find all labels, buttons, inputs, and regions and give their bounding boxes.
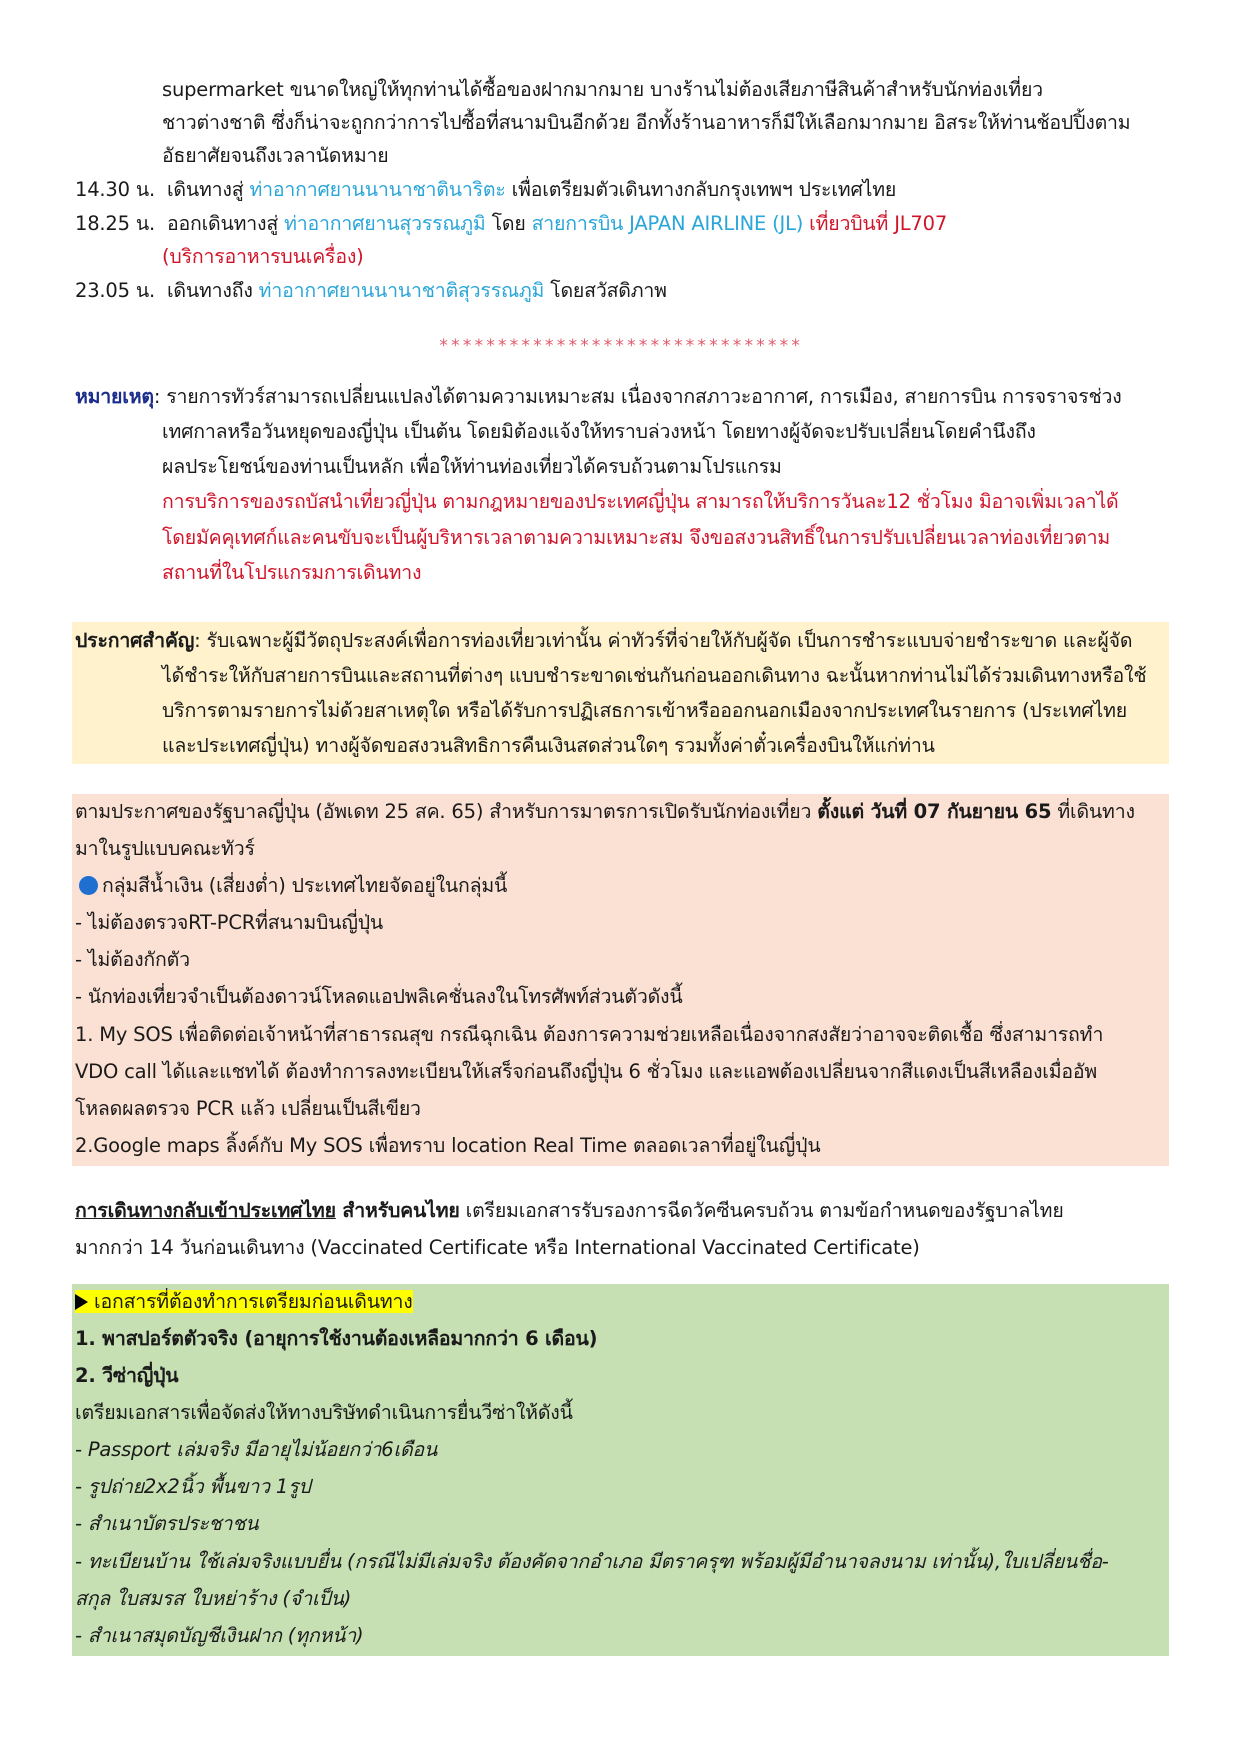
remark-line-2: เทศกาลหรือวันหยุดของญี่ปุ่น เป็นต้น โดยมิต้องแจ้งให้ทราบล่วงหน้า โดยทางผู้จัดจะปรับเปลี่ยนโดยคำนึงถึง [162, 420, 1036, 443]
documents-list-item-6: - สำเนาสมุดบัญชีเงินฝาก (ทุกหน้า) [75, 1624, 364, 1647]
flight-number: เที่ยวบินที่ JL707 [803, 212, 948, 235]
documents-item-passport: 1. พาสปอร์ตตัวจริง (อายุการใช้งานต้องเหลือมากกว่า 6 เดือน) [75, 1327, 598, 1350]
return-thai-line-1 [75, 1199, 1064, 1223]
notice-text: ที่เดินทาง [1051, 800, 1135, 823]
remark-text: : รายการทัวร์สามารถเปลี่ยนแปลงได้ตามความเหมาะสม เนื่องจากสภาวะอากาศ, การเมือง, สายการบิน การจราจรช่วง [153, 385, 1122, 408]
remark-line-3: ผลประโยชน์ของท่านเป็นหลัก เพื่อให้ท่านท่องเที่ยวได้ครบถ้วนตามโปรแกรม [162, 455, 782, 478]
return-thai-label: การเดินทางกลับเข้าประเทศไทย [75, 1199, 336, 1222]
return-thai-line-2: มากกว่า 14 วันก่อนเดินทาง (Vaccinated Certificate หรือ International Vaccinated Certificate) [75, 1236, 920, 1259]
documents-list-item-4: - ทะเบียนบ้าน ใช้เล่มจริงแบบยื่น (กรณีไม่มีเล่มจริง ต้องคัดจากอำเภอ มีตราครุฑ พร้อมผู้มีอำนาจลงนาม เท่านั้น),ใบเปลี่ยนชื่อ- [75, 1550, 1109, 1573]
itinerary-row-3 [75, 279, 667, 303]
blue-circle-icon [79, 876, 98, 895]
japan-notice-line-2: มาในรูปแบบคณะทัวร์ [75, 837, 255, 860]
notice-item-3: - นักท่องเที่ยวจำเป็นต้องดาวน์โหลดแอปพลิเคชั่นลงในโทรศัพท์ส่วนตัวดังนี้ [75, 985, 683, 1008]
announcement-line-4: และประเทศญี่ปุ่น) ทางผู้จัดขอสงวนสิทธิการคืนเงินสดส่วนใดๆ รวมทั้งค่าตั๋วเครื่องบินให้แก่ท่าน [162, 734, 935, 757]
itinerary-intro-line-1: supermarket ขนาดใหญ่ให้ทุกท่านได้ซื้อของฝากมากมาย บางร้านไม่ต้องเสียภาษีสินค้าสำหรับนักท่องเที่ยว [162, 78, 1043, 101]
blue-group-text: กลุ่มสีน้ำเงิน (เสี่ยงต่ำ) ประเทศไทยจัดอยู่ในกลุ่มนี้ [102, 874, 508, 897]
notice-item-4: 1. My SOS เพื่อติดต่อเจ้าหน้าที่สาธารณสุข กรณีฉุกเฉิน ต้องการความช่วยเหลือเนื่องจากสงสัยว่าอาจจะติดเชื้อ ซึ่งสามารถทำ [75, 1023, 1104, 1046]
announcement-label: ประกาศสำคัญ [75, 629, 195, 652]
documents-list-item-2: - รูปถ่าย2x2นิ้ว พื้นขาว 1รูป [75, 1475, 311, 1498]
notice-item-7: 2.Google maps ลิ้งค์กับ My SOS เพื่อทราบ location Real Time ตลอดเวลาที่อยู่ในญี่ปุ่น [75, 1134, 821, 1157]
documents-list-item-5: สกุล ใบสมรส ใบหย่าร้าง (จำเป็น) [75, 1587, 352, 1610]
japan-notice-line-1 [75, 800, 1135, 824]
airport-name: ท่าอากาศยานนานาชาติสุวรรณภูมิ [258, 279, 545, 302]
remark-line-1 [75, 385, 1122, 409]
documents-header-highlight [75, 1290, 413, 1313]
notice-item-2: - ไม่ต้องกักตัว [75, 948, 190, 971]
right-arrow-icon [75, 1294, 88, 1310]
notice-text: ตามประกาศของรัฐบาลญี่ปุ่น (อัพเดท 25 สค. 65) สำหรับการมาตรการเปิดรับนักท่องเที่ยว [75, 800, 818, 823]
row-text: เดินทางสู่ [166, 178, 250, 201]
return-thai-label-b: สำหรับคนไทย [335, 1199, 460, 1222]
notice-item-5: VDO call ได้และแชทได้ ต้องทำการลงทะเบียนให้เสร็จก่อนถึงญี่ปุ่น 6 ชั่วโมง และแอพต้องเปลี่ยนจากสีแดงเป็นสีเหลืองเมื่ออัพ [75, 1060, 1098, 1083]
documents-list-item-3: - สำเนาบัตรประชาชน [75, 1512, 259, 1535]
documents-item-visa: 2. วีซ่าญี่ปุ่น [75, 1364, 179, 1387]
remark-label: หมายเหตุ [75, 385, 154, 408]
notice-item-6: โหลดผลตรวจ PCR แล้ว เปลี่ยนเป็นสีเขียว [75, 1097, 421, 1120]
itinerary-row-1 [75, 178, 896, 202]
time-label: 14.30 น. [75, 178, 155, 201]
itinerary-intro-line-2: ชาวต่างชาติ ซึ่งก็น่าจะถูกกว่าการไปซื้อที่สนามบินอีกด้วย อีกทั้งร้านอาหารก็มีให้เลือกมากมาย อิสระให้ท่านช้อปปิ้งตาม [162, 111, 1131, 134]
announcement-line-3: บริการตามรายการไม่ด้วยสาเหตุใด หรือได้รับการปฏิเสธการเข้าหรือออกนอกเมืองจากประเทศในรายการ (ประเทศไทย [162, 699, 1127, 722]
announcement-text: : รับเฉพาะผู้มีวัตถุประสงค์เพื่อการท่องเที่ยวเท่านั้น ค่าทัวร์ที่จ่ายให้กับผู้จัด เป็นการชำระแบบจ่ายชำระขาด และผู้จัด [194, 629, 1133, 652]
documents-header-text: เอกสารที่ต้องทำการเตรียมก่อนเดินทาง [94, 1290, 413, 1313]
meal-note: (บริการอาหารบนเครื่อง) [162, 245, 364, 268]
blue-group-line [79, 874, 507, 898]
notice-item-1: - ไม่ต้องตรวจRT-PCRที่สนามบินญี่ปุ่น [75, 911, 384, 934]
itinerary-intro-line-3: อัธยาศัยจนถึงเวลานัดหมาย [162, 144, 389, 167]
documents-header [75, 1290, 413, 1314]
remark-red-line-3: สถานที่ในโปรแกรมการเดินทาง [162, 561, 422, 584]
documents-intro: เตรียมเอกสารเพื่อจัดส่งให้ทางบริษัทดำเนินการยื่นวีซ่าให้ดังนี้ [75, 1401, 573, 1424]
airline-name: สายการบิน JAPAN AIRLINE (JL) [531, 212, 804, 235]
airport-name: ท่าอากาศยานนานาชาตินาริตะ [249, 178, 506, 201]
announcement-line-2: ได้ชำระให้กับสายการบินและสถานที่ต่างๆ แบบชำระขาดเช่นกันก่อนออกเดินทาง ฉะนั้นหากท่านไม่ได้ร่วมเดินทางหรือใช้ [162, 664, 1147, 687]
row-text: ออกเดินทางสู่ [166, 212, 285, 235]
row-text: เพื่อเตรียมตัวเดินทางกลับกรุงเทพฯ ประเทศไทย [505, 178, 897, 201]
airport-name: ท่าอากาศยานสุวรรณภูมิ [284, 212, 486, 235]
remark-red-line-1: การบริการของรถบัสนำเที่ยวญี่ปุ่น ตามกฎหมายของประเทศญี่ปุ่น สามารถให้บริการวันละ12 ชั่วโมง มิอาจเพิ่มเวลาได้ [162, 490, 1119, 513]
separator-stars: ******************************* [438, 336, 803, 356]
row-text: โดย [485, 212, 532, 235]
itinerary-row-2 [75, 212, 947, 236]
time-label: 23.05 น. [75, 279, 155, 302]
return-thai-text: เตรียมเอกสารรับรองการฉีดวัคซีนครบถ้วน ตามข้อกำหนดของรัฐบาลไทย [459, 1199, 1064, 1222]
row-text: เดินทางถึง [166, 279, 259, 302]
announcement-line-1 [75, 629, 1132, 653]
time-label: 18.25 น. [75, 212, 155, 235]
documents-list-item-1: - Passport เล่มจริง มีอายุไม่น้อยกว่า6เดือน [75, 1438, 438, 1461]
row-text: โดยสวัสดิภาพ [544, 279, 667, 302]
remark-red-line-2: โดยมัคคุเทศก์และคนขับจะเป็นผู้บริหารเวลาตามความเหมาะสม จึงขอสงวนสิทธิ์ในการปรับเปลี่ยนเวลาท่องเที่ยวตาม [162, 526, 1111, 549]
start-date: ตั้งแต่ วันที่ 07 กันยายน 65 [817, 800, 1052, 823]
